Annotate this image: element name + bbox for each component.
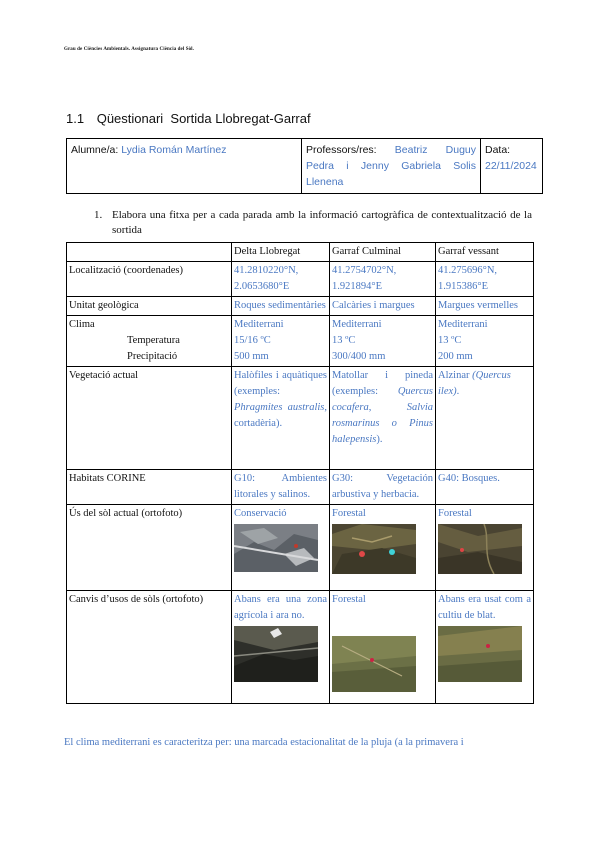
professors-label: Professors/res: xyxy=(306,144,377,156)
section-title-text: Qüestionari Sortida Llobregat-Garraf xyxy=(96,111,311,126)
row-label-clima xyxy=(67,316,232,367)
climate-paragraph: El clima mediterrani es caracteritza per: una marcada estacionalitat de la pluja (a la primavera i xyxy=(64,737,464,748)
cell-delta-geology: Roques sedimentàries xyxy=(232,297,330,316)
cell-delta-habitat: G10: Ambientes litorales y salinos. xyxy=(232,470,330,505)
professors-names: Beatriz Duguy Pedra i Jenny Gabriela Solis Llenena xyxy=(306,144,477,188)
vegetation-text: . xyxy=(456,386,460,397)
climate-temp: 13 ºC xyxy=(332,335,356,346)
row-canvis-usos xyxy=(67,591,534,704)
precipitation-label: Precipitació xyxy=(127,351,178,362)
date-label: Data: xyxy=(485,144,511,156)
climate-precip: 500 mm xyxy=(234,351,269,362)
professors-cell xyxy=(302,139,481,194)
clima-label: Clima xyxy=(69,319,95,330)
date-cell xyxy=(481,139,543,194)
climate-type: Mediterrani xyxy=(438,319,488,330)
climate-precip: 300/400 mm xyxy=(332,351,386,362)
question-1 xyxy=(94,208,532,238)
vegetation-text: , xyxy=(368,402,407,413)
question-number: 1. xyxy=(94,209,103,221)
climate-temp: 15/16 ºC xyxy=(234,335,271,346)
row-vegetacio xyxy=(67,367,534,470)
row-localitzacio xyxy=(67,262,534,297)
landuse-text: Conservació xyxy=(234,508,287,519)
landuse-text: Forestal xyxy=(438,508,472,519)
cell-culminal-vegetation xyxy=(330,367,436,470)
column-header-vessant: Garraf vessant xyxy=(436,243,534,262)
cell-culminal-coords: 41.2754702°N, 1.921894°E xyxy=(330,262,436,297)
document-header: Grau de Ciències Ambientals. Assignatura Ciència del Sòl. xyxy=(64,47,195,52)
cell-delta-landchange xyxy=(232,591,330,704)
row-habitats xyxy=(67,470,534,505)
cell-culminal-landuse xyxy=(330,505,436,591)
species-name: Salvia rosmarinus o Pinus halepensis xyxy=(332,402,433,445)
orthophoto-vessant-current xyxy=(438,524,522,574)
cell-vessant-landchange xyxy=(436,591,534,704)
section-number: 1.1 xyxy=(66,111,85,126)
vegetation-text: ). xyxy=(376,434,383,445)
column-header-culminal: Garraf Culminal xyxy=(330,243,436,262)
cell-culminal-landchange xyxy=(330,591,436,704)
student-label: Alumne/a: xyxy=(71,144,119,156)
cell-vessant-climate xyxy=(436,316,534,367)
cell-vessant-coords: 41.275696°N, 1.915386°E xyxy=(436,262,534,297)
orthophoto-culminal-past xyxy=(332,636,416,692)
vegetation-text: Matollar i pineda (exemples: xyxy=(332,370,433,397)
vegetation-text: Alzinar xyxy=(438,370,473,381)
vegetation-text: Halòfiles i aquàtiques (exemples: xyxy=(234,370,327,397)
row-unitat-geologica xyxy=(67,297,534,316)
row-label: Localització (coordenades) xyxy=(67,262,232,297)
row-clima xyxy=(67,316,534,367)
cell-vessant-vegetation xyxy=(436,367,534,470)
site-info-table xyxy=(66,242,534,704)
student-name: Lydia Román Martínez xyxy=(121,144,227,156)
climate-precip: 200 mm xyxy=(438,351,473,362)
cell-delta-landuse xyxy=(232,505,330,591)
landchange-text: Forestal xyxy=(332,594,366,605)
column-header-delta: Delta Llobregat xyxy=(232,243,330,262)
table-header-row xyxy=(67,243,534,262)
cell-vessant-geology: Margues vermelles xyxy=(436,297,534,316)
row-label: Canvis d’usos de sòls (ortofoto) xyxy=(67,591,232,704)
student-cell xyxy=(67,139,302,194)
species-name: (Quercus ilex) xyxy=(438,370,511,397)
species-name: Quercus cocafera xyxy=(332,386,433,413)
row-label: Habitats CORINE xyxy=(67,470,232,505)
table-header-empty xyxy=(67,243,232,262)
orthophoto-delta-current xyxy=(234,524,318,572)
climate-type: Mediterrani xyxy=(234,319,284,330)
temperature-label: Temperatura xyxy=(127,335,180,346)
cell-delta-climate xyxy=(232,316,330,367)
orthophoto-delta-past xyxy=(234,626,318,682)
row-us-sol xyxy=(67,505,534,591)
orthophoto-vessant-past xyxy=(438,626,522,682)
row-label: Ús del sòl actual (ortofoto) xyxy=(67,505,232,591)
section-title xyxy=(66,111,311,126)
climate-temp: 13 ºC xyxy=(438,335,462,346)
question-text: Elabora una fitxa per a cada parada amb la informació cartogràfica de contextualització de la sortida xyxy=(112,209,532,236)
row-label: Unitat geològica xyxy=(67,297,232,316)
cell-delta-vegetation xyxy=(232,367,330,470)
row-label: Vegetació actual xyxy=(67,367,232,470)
cell-culminal-habitat: G30: Vegetación arbustiva y herbacia. xyxy=(330,470,436,505)
cell-delta-coords: 41.2810220°N, 2.0653680°E xyxy=(232,262,330,297)
date-value: 22/11/2024 xyxy=(485,160,537,172)
climate-type: Mediterrani xyxy=(332,319,382,330)
cell-culminal-climate xyxy=(330,316,436,367)
cell-culminal-geology: Calcàries i margues xyxy=(330,297,436,316)
cell-vessant-habitat: G40: Bosques. xyxy=(436,470,534,505)
orthophoto-culminal-current xyxy=(332,524,416,574)
landchange-text: Abans era una zona agrícola i ara no. xyxy=(234,594,327,621)
student-info-table xyxy=(66,138,543,194)
vegetation-text: , cortadèria). xyxy=(234,402,327,429)
landuse-text: Forestal xyxy=(332,508,366,519)
species-name: Phragmites australis xyxy=(234,402,325,413)
cell-vessant-landuse xyxy=(436,505,534,591)
landchange-text: Abans era usat com a cultiu de blat. xyxy=(438,594,531,621)
